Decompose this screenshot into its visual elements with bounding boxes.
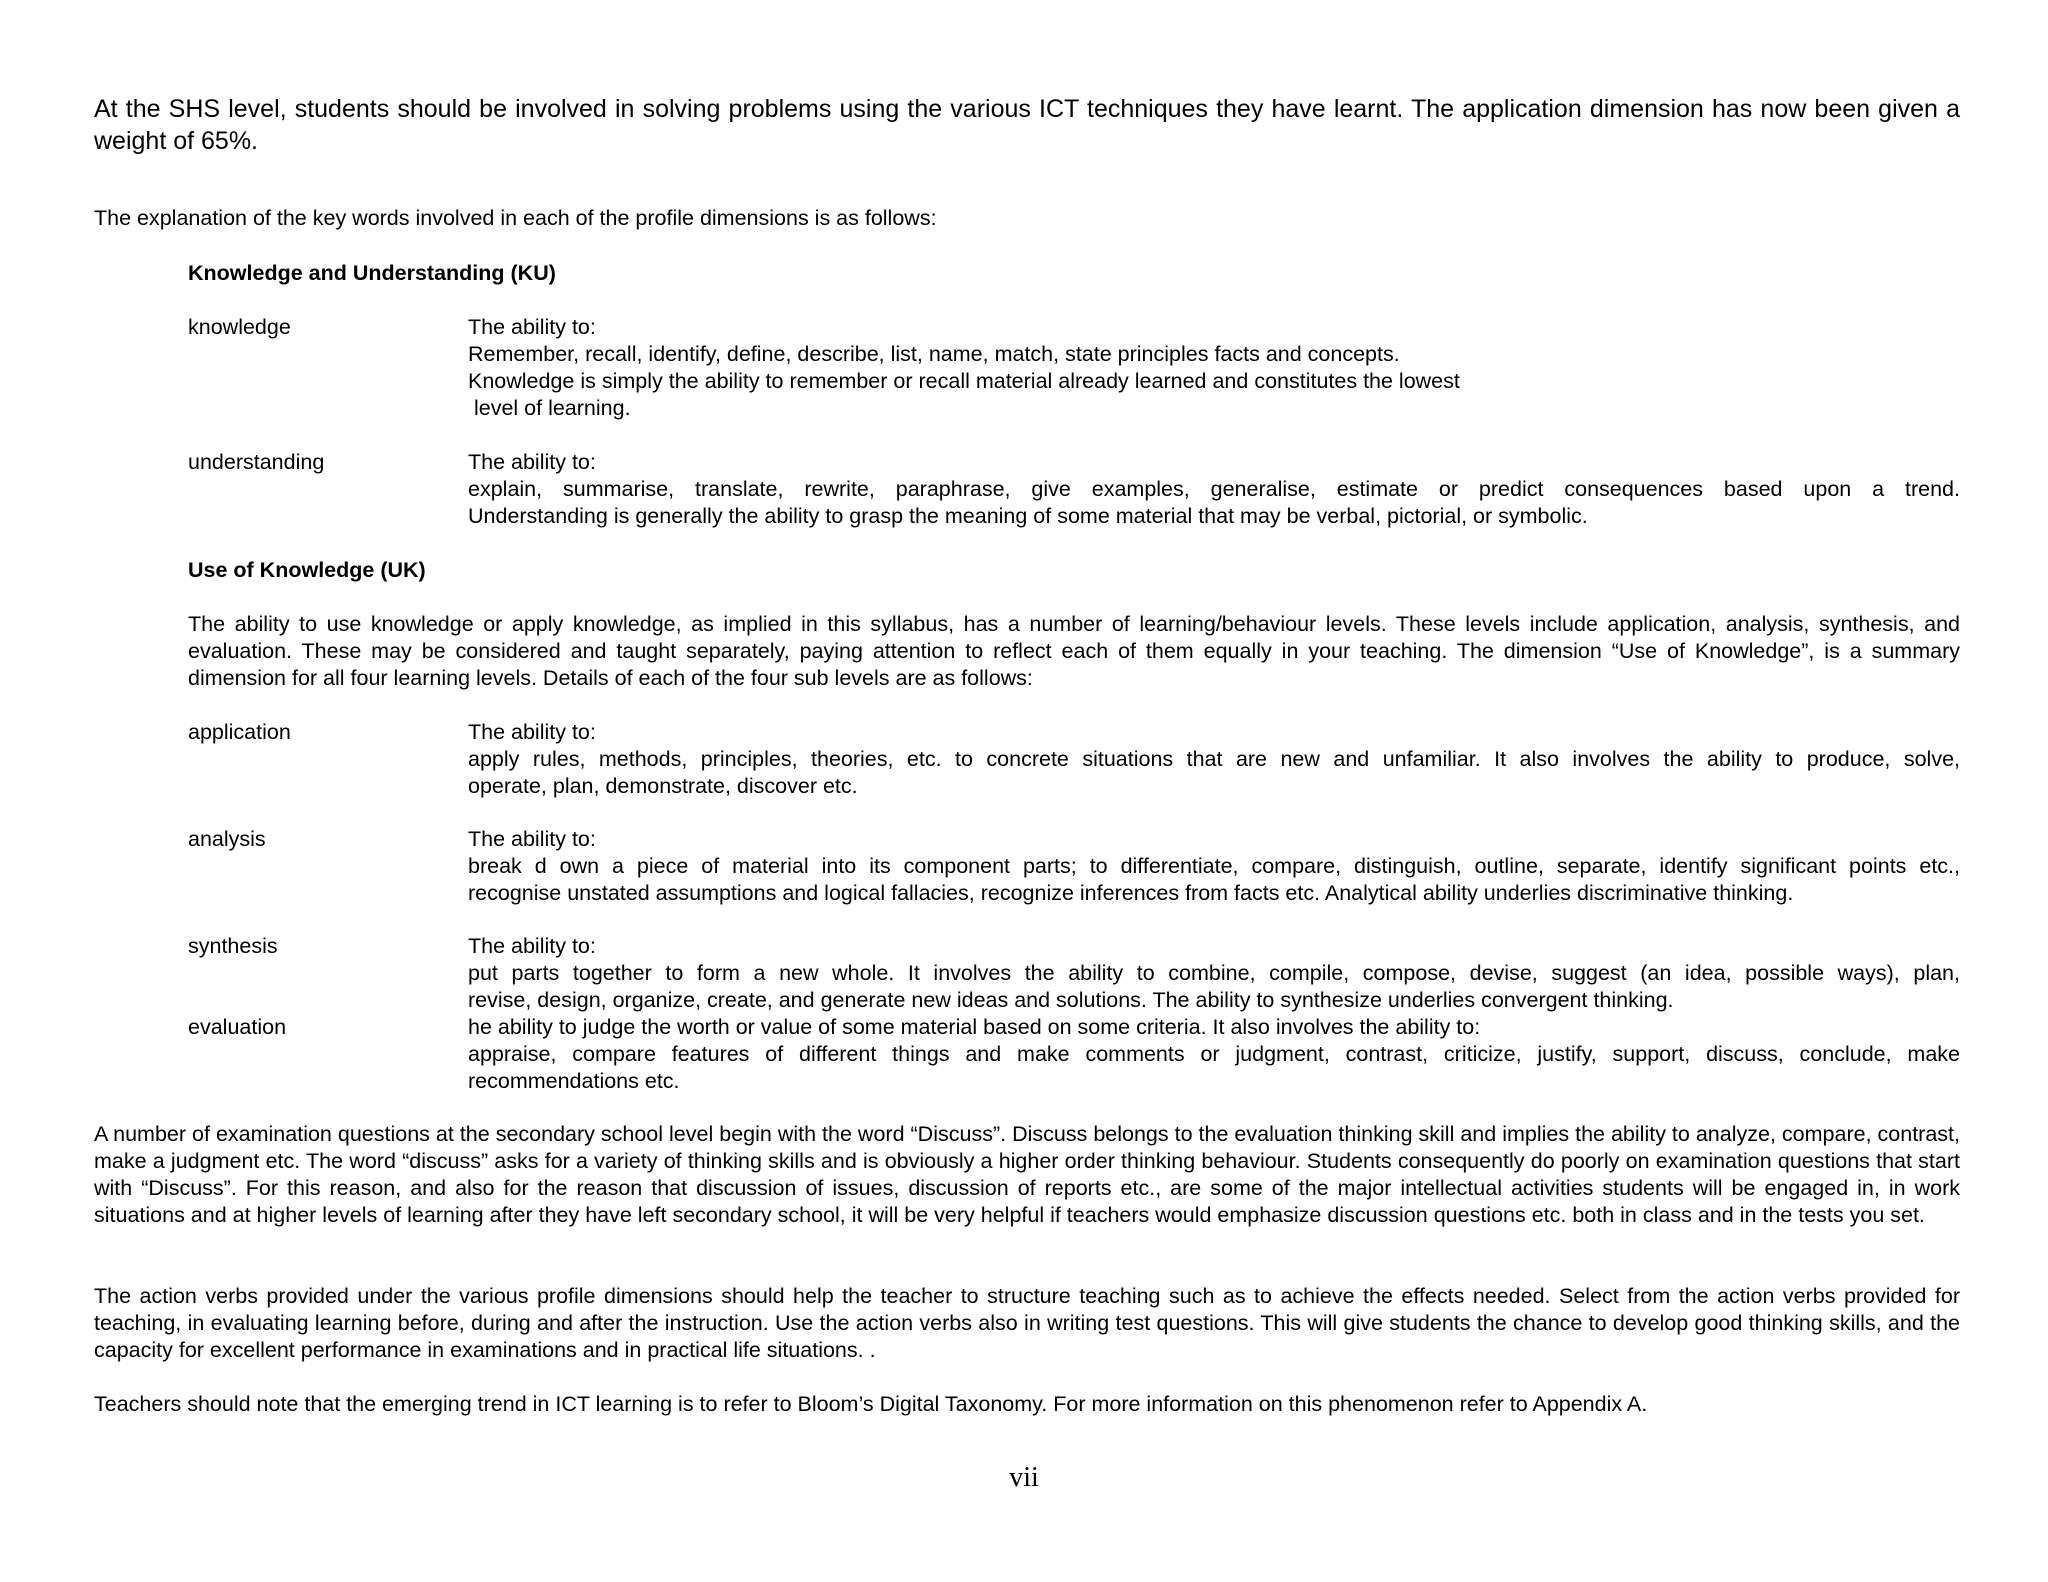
explanation-lead: The explanation of the key words involved in each of the profile dimensions is as follows: — [94, 206, 937, 230]
action-verbs-paragraph: The action verbs provided under the various profile dimensions should help the teacher to structure teaching such as to achieve the effects needed. Select from the action verbs provided for teaching, in evaluating learning before, during and after the instruction. Use the action verbs also in writing test questions. This will give students the chance to develop good thinking skills, and the capacity for excellent performance in examinations and in practical life situations. . — [94, 1284, 1960, 1362]
term-synthesis: synthesis — [188, 934, 278, 958]
definition-application — [468, 719, 1960, 800]
definition-line: recognise unstated assumptions and logical fallacies, recognize inferences from facts etc. Analytical ability underlies discriminative thinking. — [468, 881, 1794, 905]
definition-line: The ability to: — [468, 720, 596, 744]
term-understanding: understanding — [188, 450, 325, 474]
definition-line: level of learning. — [468, 396, 631, 420]
term-evaluation: evaluation — [188, 1015, 287, 1039]
definition-line: he ability to judge the worth or value of some material based on some criteria. It also involves the ability to: — [468, 1015, 1481, 1039]
definition-line: The ability to: — [468, 450, 596, 474]
intro-paragraph: At the SHS level, students should be involved in solving problems using the various ICT techniques they have learnt. The application dimension has now been given a weight of 65%. — [94, 95, 1960, 155]
definition-line: The ability to: — [468, 827, 596, 851]
bloom-paragraph: Teachers should note that the emerging trend in ICT learning is to refer to Bloom’s Digital Taxonomy. For more information on this phenomenon refer to Appendix A. — [94, 1392, 1648, 1416]
uk-heading: Use of Knowledge (UK) — [188, 558, 426, 582]
definition-evaluation — [468, 1014, 1960, 1095]
definition-line: recommendations etc. — [468, 1069, 680, 1093]
definition-line: apply rules, methods, principles, theories, etc. to concrete situations that are new and unfamiliar. It also involves the ability to produce, solve, — [468, 747, 1960, 771]
definition-line: Remember, recall, identify, define, describe, list, name, match, state principles facts and concepts. — [468, 342, 1400, 366]
definition-synthesis — [468, 933, 1960, 1014]
definition-line: Understanding is generally the ability to grasp the meaning of some material that may be verbal, pictorial, or symbolic. — [468, 504, 1588, 528]
term-application: application — [188, 720, 291, 744]
definition-line: The ability to: — [468, 315, 596, 339]
definition-analysis — [468, 826, 1960, 907]
term-analysis: analysis — [188, 827, 266, 851]
definition-understanding — [468, 449, 1960, 530]
discuss-paragraph: A number of examination questions at the secondary school level begin with the word “Discuss”. Discuss belongs to the evaluation thinking skill and implies the ability to analyze, compare, contrast, make a judgment etc. The word “discuss” asks for a variety of thinking skills and is obviously a higher order thinking behaviour. Students consequently do poorly on examination questions that start with “Discuss”. For this reason, and also for the reason that discussion of issues, discussion of reports etc., are some of the major intellectual activities students will be engaged in, in work situations and at higher levels of learning after they have left secondary school, it will be very helpful if teachers would emphasize discussion questions etc. both in class and in the tests you set. — [94, 1122, 1960, 1227]
definition-line: revise, design, organize, create, and generate new ideas and solutions. The ability to synthesize underlies convergent thinking. — [468, 988, 1674, 1012]
definition-line: break d own a piece of material into its component parts; to differentiate, compare, distinguish, outline, separate, identify significant points etc., — [468, 854, 1960, 878]
definition-line: operate, plan, demonstrate, discover etc. — [468, 774, 858, 798]
uk-paragraph: The ability to use knowledge or apply knowledge, as implied in this syllabus, has a number of learning/behaviour levels. These levels include application, analysis, synthesis, and evaluation. These may be considered and taught separately, paying attention to reflect each of them equally in your teaching. The dimension “Use of Knowledge”, is a summary dimension for all four learning levels. Details of each of the four sub levels are as follows: — [188, 612, 1960, 690]
definition-line: The ability to: — [468, 934, 596, 958]
definition-line: Knowledge is simply the ability to remember or recall material already learned and constitutes the lowest — [468, 369, 1460, 393]
ku-heading: Knowledge and Understanding (KU) — [188, 261, 556, 285]
page-number: vii — [1009, 1462, 1039, 1493]
term-knowledge: knowledge — [188, 315, 291, 339]
definition-line: appraise, compare features of different things and make comments or judgment, contrast, criticize, justify, support, discuss, conclude, make — [468, 1042, 1960, 1066]
definition-line: explain, summarise, translate, rewrite, paraphrase, give examples, generalise, estimate or predict consequences based upon a trend. — [468, 477, 1960, 501]
definition-line: put parts together to form a new whole. It involves the ability to combine, compile, compose, devise, suggest (an idea, possible ways), plan, — [468, 961, 1960, 985]
definition-knowledge — [468, 314, 1960, 422]
